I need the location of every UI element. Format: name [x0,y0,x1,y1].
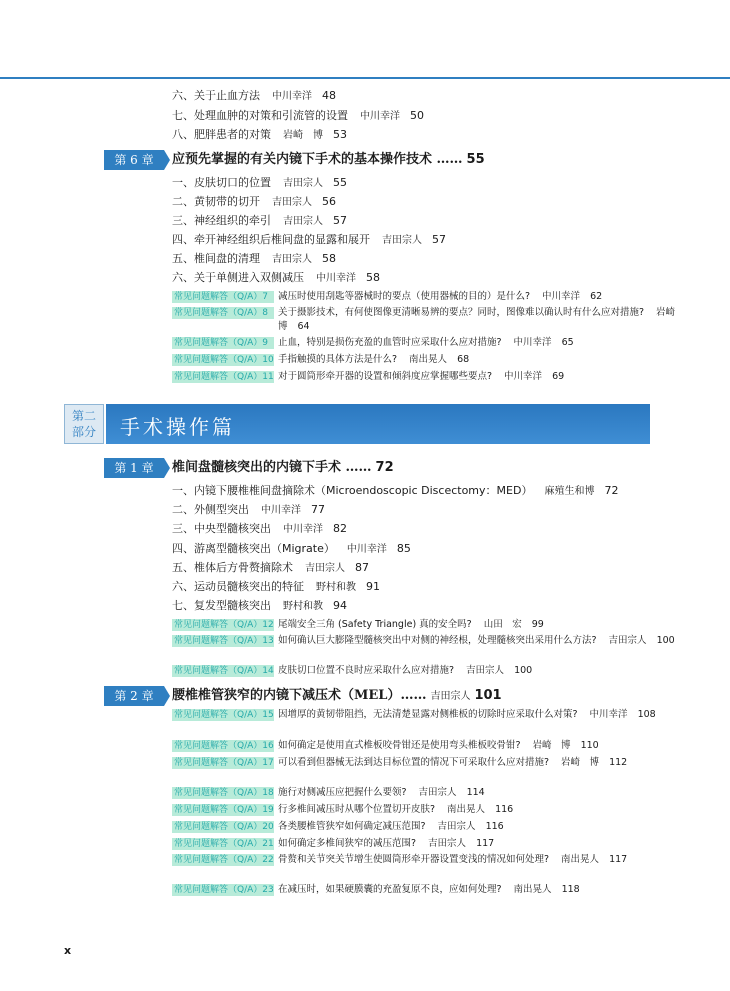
toc-entry[interactable]: 三、中央型髓核突出 中川幸洋 82 [172,522,347,535]
chapter-title[interactable]: 应预先掌握的有关内镜下手术的基本操作技术 …… 55 [172,152,485,167]
qa-tag: 常见问题解答（Q/A）18 [174,788,274,798]
qa-tag: 常见问题解答（Q/A）7 [172,291,274,303]
toc-entry[interactable]: 八、肥胖患者的对策 岩崎 博 53 [172,128,347,141]
qa-tag: 常见问题解答（Q/A）8 [172,307,274,319]
qa-tag: 常见问题解答（Q/A）23 [174,885,274,895]
qa-tag: 常见问题解答（Q/A）11 [174,372,274,382]
toc-entry[interactable]: 六、关于单侧进入双侧减压 中川幸洋 58 [172,271,380,284]
qa-tag: 常见问题解答（Q/A）15 [174,710,274,720]
toc-entry[interactable]: 一、皮肤切口的位置 吉田宗人 55 [172,176,347,189]
chapter-badge: 第 6 章 [104,150,164,170]
qa-tag: 常见问题解答（Q/A）12 [174,620,274,630]
chapter-title[interactable]: 腰椎椎管狭窄的内镜下减压术（MEL）…… 吉田宗人 101 [172,688,502,703]
page-number: x [64,944,72,957]
qa-tag: 常见问题解答（Q/A）13 [174,636,274,646]
qa-tag: 常见问题解答（Q/A）17 [174,758,274,768]
qa-tag: 常见问题解答（Q/A）9 [172,337,274,349]
part-banner [106,404,650,444]
chapter-badge: 第 2 章 [104,686,164,706]
qa-tag: 常见问题解答（Q/A）16 [174,741,274,751]
toc-entry[interactable]: 一、内镜下腰椎椎间盘摘除术（Microendoscopic Discectomy：MED） 麻殖生和博 72 [172,484,619,497]
chapter-title[interactable]: 椎间盘髓核突出的内镜下手术 …… 72 [172,460,394,475]
toc-entry[interactable]: 四、牵开神经组织后椎间盘的显露和展开 吉田宗人 57 [172,233,446,246]
qa-tag: 常见问题解答（Q/A）10 [174,355,274,365]
toc-entry[interactable]: 七、处理血肿的对策和引流管的设置 中川幸洋 50 [172,109,424,122]
chapter-badge: 第 1 章 [104,458,164,478]
part-title: 手术操作篇 [120,415,235,439]
toc-entry[interactable]: 二、黄韧带的切开 吉田宗人 56 [172,195,336,208]
toc-entry[interactable]: 七、复发型髓核突出 野村和教 94 [172,599,347,612]
toc-entry[interactable]: 三、神经组织的牵引 吉田宗人 57 [172,214,347,227]
qa-tag: 常见问题解答（Q/A）14 [174,666,274,676]
qa-tag: 常见问题解答（Q/A）22 [174,855,274,865]
toc-entry[interactable]: 六、运动员髓核突出的特征 野村和教 91 [172,580,380,593]
qa-tag: 常见问题解答（Q/A）21 [174,839,274,849]
toc-entry[interactable]: 五、椎间盘的清理 吉田宗人 58 [172,252,336,265]
toc-entry[interactable]: 五、椎体后方骨赘摘除术 吉田宗人 87 [172,561,369,574]
qa-tag: 常见问题解答（Q/A）19 [174,805,274,815]
part-label: 第二 部分 [64,404,104,444]
toc-entry[interactable]: 六、关于止血方法 中川幸洋 48 [172,89,336,102]
toc-entry[interactable]: 二、外侧型突出 中川幸洋 77 [172,503,325,516]
toc-entry[interactable]: 四、游离型髓核突出（Migrate） 中川幸洋 85 [172,542,411,555]
header-rule [0,77,730,79]
qa-tag: 常见问题解答（Q/A）20 [174,822,274,832]
